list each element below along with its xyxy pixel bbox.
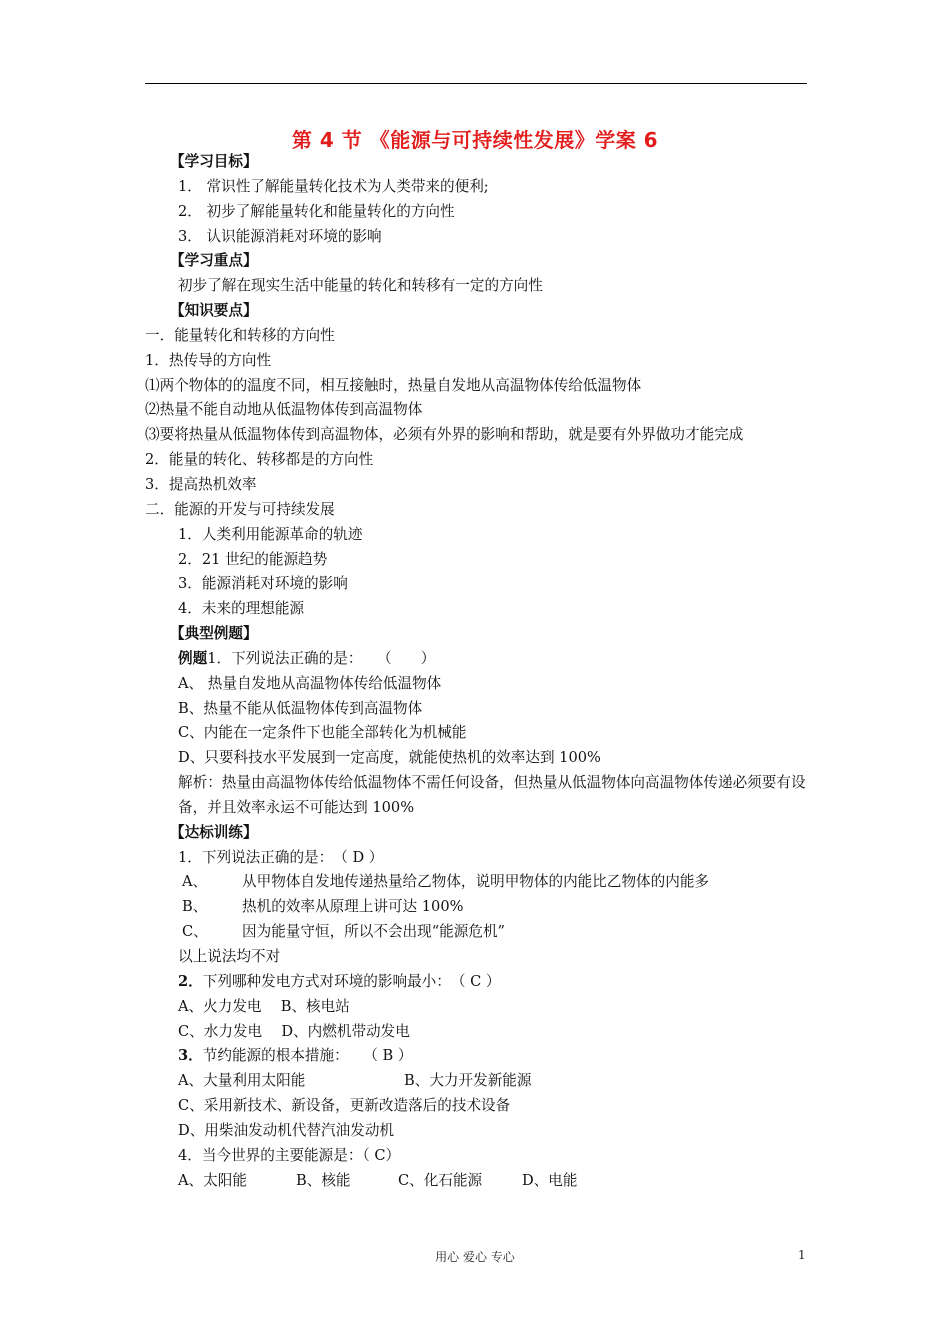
example-option: A、 热量自发地从高温物体传给低温物体 (178, 674, 442, 692)
example-question-text: 1．下列说法正确的是： （ ） (207, 649, 436, 667)
question-text: 下列哪种发电方式对环境的影响最小： （ C ） (202, 972, 501, 990)
knowledge-item: 3．能源消耗对环境的影响 (178, 575, 348, 593)
option-letter: A、 (182, 873, 208, 891)
option-text: C、化石能源 (398, 1171, 483, 1189)
goal-item: 3． 认识能源消耗对环境的影响 (178, 227, 382, 245)
header-rule (145, 83, 807, 84)
question-3-options: D、用柴油发动机代替汽油发动机 (178, 1121, 395, 1139)
knowledge-item: 2．能量的转化、转移都是的方向性 (145, 451, 374, 469)
example-option: B、热量不能从低温物体传到高温物体 (178, 699, 423, 717)
document-title: 第 4 节 《能源与可持续性发展》学案 6 (291, 128, 659, 152)
option-text: B、核能 (296, 1171, 351, 1189)
section-heading-training: 【达标训练】 (170, 823, 258, 841)
section-heading-example: 【典型例题】 (170, 625, 258, 643)
question-1-option (145, 895, 810, 920)
knowledge-item: 1．人类利用能源革命的轨迹 (178, 525, 363, 543)
question-3-options: C、采用新技术、新设备，更新改造落后的技术设备 (178, 1097, 511, 1115)
example-question (145, 647, 810, 672)
page-number: 1 (798, 1248, 806, 1262)
example-option: C、内能在一定条件下也能全部转化为机械能 (178, 724, 467, 742)
option-letter: B、 (182, 898, 208, 916)
option-text: 从甲物体自发地传递热量给乙物体，说明甲物体的内能比乙物体的内能多 (242, 873, 710, 891)
document-body (145, 150, 810, 1193)
question-number: 2． (178, 972, 203, 990)
example-analysis: 解析：热量由高温物体传给低温物体不需任何设备，但热量从低温物体向高温物体传递必须要有设备，并且效率永运不可能达到 100% (178, 774, 806, 816)
question-2-options: C、水力发电 D、内燃机带动发电 (178, 1022, 410, 1040)
knowledge-part-1: 一．能量转化和转移的方向性 (145, 326, 335, 344)
knowledge-item: 2．21 世纪的能源趋势 (178, 550, 328, 568)
example-label: 例题 (178, 649, 208, 667)
question-4: 4．当今世界的主要能源是：（ C） (178, 1146, 401, 1164)
footer-text: 用心 爱心 专心 (435, 1250, 515, 1264)
knowledge-item: 3．提高热机效率 (145, 475, 257, 493)
question-1-option (145, 870, 810, 895)
question-2 (145, 970, 810, 995)
knowledge-item: 1．热传导的方向性 (145, 351, 272, 369)
option-text: 因为能量守恒，所以不会出现“能源危机” (242, 923, 506, 941)
section-heading-focus: 【学习重点】 (170, 252, 258, 270)
knowledge-item: 4．未来的理想能源 (178, 600, 305, 618)
question-1-option-last: 以上说法均不对 (178, 948, 281, 965)
focus-text: 初步了解在现实生活中能量的转化和转移有一定的方向性 (178, 277, 543, 295)
section-heading-goals: 【学习目标】 (170, 153, 258, 170)
option-letter: C、 (182, 923, 208, 941)
question-4-options (145, 1169, 810, 1194)
option-text: B、大力开发新能源 (404, 1072, 532, 1090)
section-heading-knowledge: 【知识要点】 (170, 302, 258, 320)
goal-item: 1． 常识性了解能量转化技术为人类带来的便利; (178, 177, 489, 195)
question-text: 节约能源的根本措施： （ B ） (202, 1047, 413, 1065)
knowledge-subitem: ⑶要将热量从低温物体传到高温物体，必须有外界的影响和帮助，就是要有外界做功才能完成 (145, 426, 744, 444)
option-text: A、太阳能 (178, 1171, 247, 1189)
example-option: D、只要科技水平发展到一定高度，就能使热机的效率达到 100% (178, 749, 601, 767)
knowledge-subitem: ⑴两个物体的的温度不同，相互接触时，热量自发地从高温物体传给低温物体 (145, 376, 642, 394)
question-3-options (145, 1069, 810, 1094)
question-number: 3． (178, 1047, 203, 1065)
option-text: D、电能 (522, 1171, 578, 1189)
question-1-option (145, 920, 810, 945)
question-1: 1．下列说法正确的是： （ D ） (178, 848, 384, 866)
question-2-options: A、火力发电 B、核电站 (178, 997, 350, 1015)
knowledge-part-2: 二．能源的开发与可持续发展 (145, 500, 335, 518)
option-text: A、大量利用太阳能 (178, 1072, 306, 1090)
knowledge-subitem: ⑵热量不能自动地从低温物体传到高温物体 (145, 401, 423, 419)
question-3 (145, 1044, 810, 1069)
goal-item: 2． 初步了解能量转化和能量转化的方向性 (178, 202, 455, 220)
option-text: 热机的效率从原理上讲可达 100% (242, 898, 464, 916)
